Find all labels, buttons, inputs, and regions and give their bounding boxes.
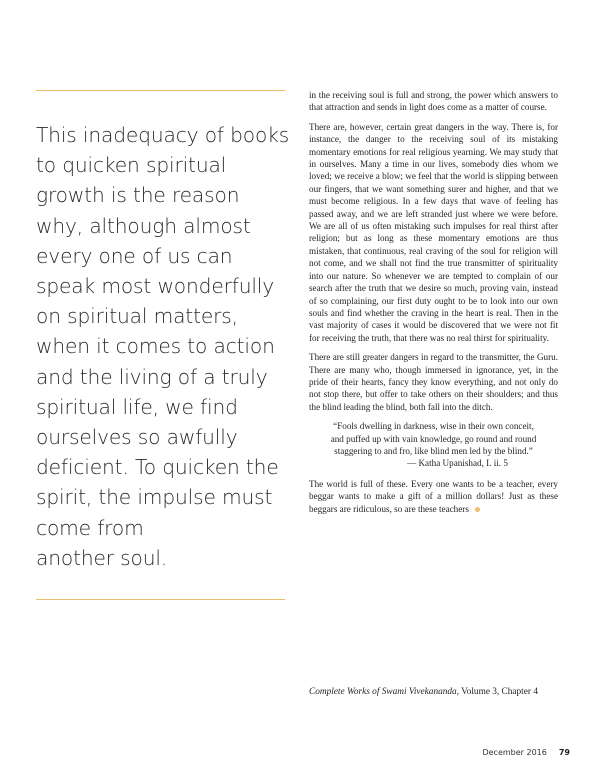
pull-quote-line: speak most wonderfully: [36, 274, 275, 299]
verse-line: “Fools dwelling in darkness, wise in their own conceit,: [333, 421, 534, 432]
page-footer: [482, 748, 570, 757]
pull-quote-line: This inadequacy of books: [36, 123, 290, 147]
pull-quote-line: another soul.: [36, 545, 168, 570]
verse-source: — Katha Upanishad, I. ii. 5: [407, 458, 508, 469]
verse-line: and puffed up with vain knowledge, go round and round: [330, 433, 537, 444]
pull-quote-line: and the living of a truly: [36, 364, 268, 389]
pull-quote: [36, 120, 296, 573]
source-citation: [309, 686, 558, 699]
body-paragraph: There are, however, certain great dangers in the way. There is, for instance, the danger to the receiving soul of its mistaking momentary emotions for real religious yearning. We may study that in ourselves. Many a time in our lives, somebody dies whom we loved; we receive a blow; we feel that the world is slipping between our fingers, that we want something surer and higher, and that we must become religious. In a few days that wave of feeling has passed away, and we are left stranded just where we were before. We are all of us often mistaking such impulses for real thirst after religion; but as long as these momentary emotions are thus mistaken, that continuous, real craving of the soul for religion will not come, and we shall not find the true transmitter of spirituality into our nature. So whenever we are tempted to complain of our search after the truth that we desire so much, proving vain, instead of so complaining, our first duty ought to be to look into our own souls and find whether the craving in the heart is real. Then in the vast majority of cases it would be discovered that we were not fit for receiving the truth, that there was no real thirst for spirituality.: [309, 121, 558, 343]
pull-quote-line: why, although almost: [36, 213, 251, 238]
body-paragraph-text: The world is full of these. Every one wants to be a teacher, every beggar wants to make a gift of a million dollars! Just as these beggars are ridiculous, so are these teachers: [309, 478, 558, 514]
pull-quote-line: spiritual life, we find: [36, 394, 238, 419]
citation-volume: Volume 3, Chapter 4: [459, 687, 538, 697]
verse-quote: [309, 420, 558, 470]
pull-quote-line: on spiritual matters,: [36, 304, 238, 329]
issue-date: December 2016: [482, 748, 547, 757]
pull-quote-line: come from: [36, 515, 144, 540]
page-number: 79: [558, 748, 570, 757]
body-paragraph: There are still greater dangers in regard to the transmitter, the Guru. There are many who, though immersed in ignorance, yet, in the pride of their hearts, fancy they know everything, and not only do not stop there, but offer to take others on their shoulders; and thus the blind leading the blind, both fall into the ditch.: [309, 352, 558, 412]
verse-line: staggering to and fro, like blind men led by the blind.”: [334, 445, 533, 456]
pull-quote-line: growth is the reason: [36, 183, 240, 208]
pull-quote-line: ourselves so awfully: [36, 425, 238, 450]
body-paragraph: in the receiving soul is full and strong, the power which answers to that attraction and sends in light does come as a matter of course.: [309, 90, 558, 113]
pull-quote-line: spirit, the impulse must: [36, 485, 273, 510]
pull-quote-line: to quicken spiritual: [36, 153, 227, 178]
article-body: [309, 89, 558, 522]
bottom-accent-rule: [36, 599, 285, 600]
pull-quote-line: deficient. To quicken the: [36, 455, 279, 480]
pull-quote-line: when it comes to action: [36, 334, 275, 359]
continuation-dot-icon: [475, 507, 480, 512]
pull-quote-line: every one of us can: [36, 243, 233, 268]
citation-title: Complete Works of Swami Vivekananda,: [309, 687, 460, 697]
top-accent-rule: [36, 90, 285, 91]
body-paragraph-last: [309, 478, 558, 515]
